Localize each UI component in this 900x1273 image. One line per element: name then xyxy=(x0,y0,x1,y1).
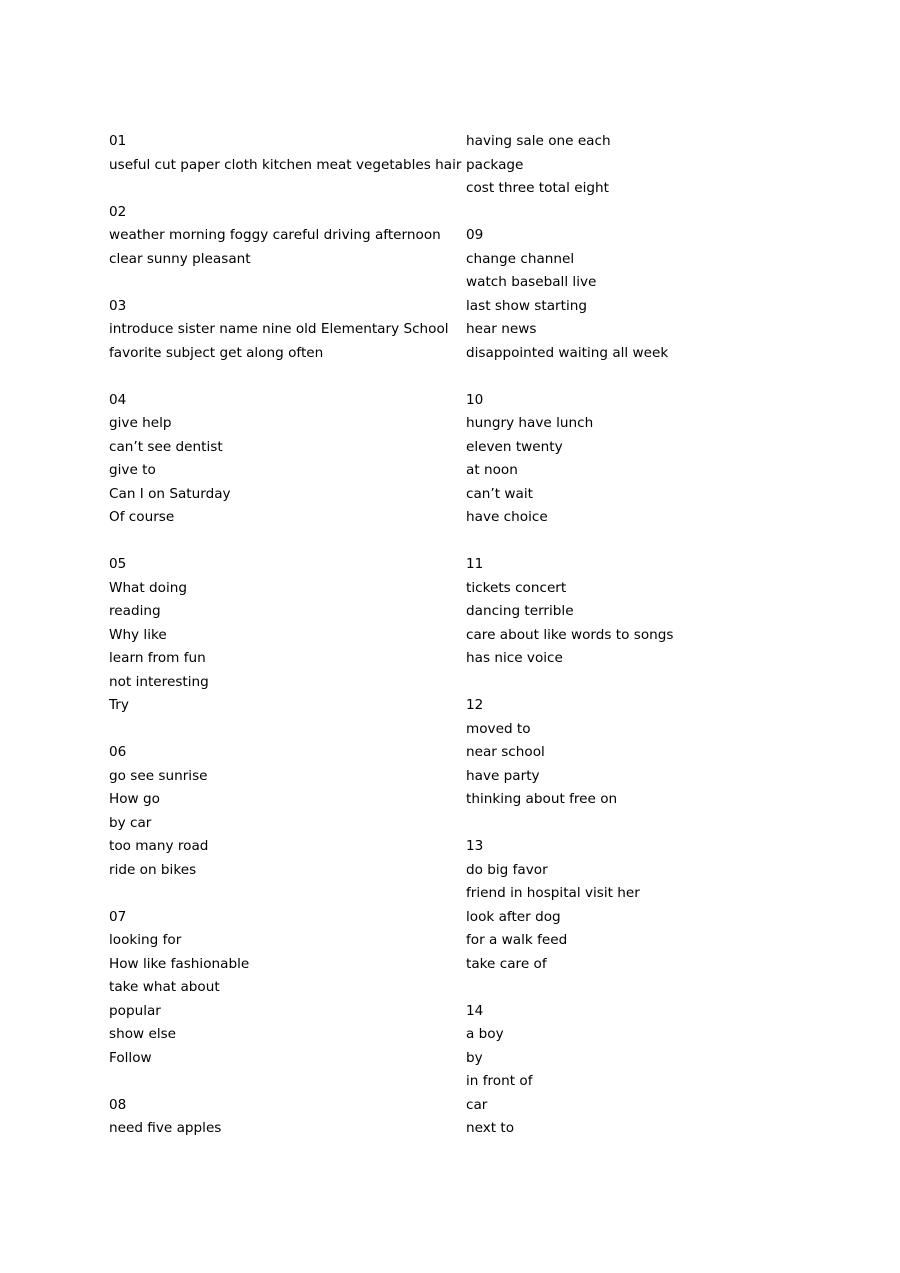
entry-line: tickets concert xyxy=(466,579,567,596)
entry-line: Of course xyxy=(109,509,175,525)
entry-gap xyxy=(466,671,806,695)
entry-block xyxy=(466,835,806,976)
entry-line: near school xyxy=(466,744,545,760)
entry-number: 02 xyxy=(109,203,127,220)
entry-line: a boy xyxy=(466,1026,504,1042)
entry-block xyxy=(466,130,806,201)
entry-line: take care of xyxy=(466,955,547,972)
entry-block xyxy=(109,553,449,718)
entry-line: learn from fun xyxy=(109,650,206,666)
entry-gap xyxy=(109,718,449,742)
entry-block xyxy=(109,741,449,882)
entry-block xyxy=(109,906,449,1071)
entry-line: hungry have lunch xyxy=(466,415,594,431)
entry-line: in front of xyxy=(466,1073,533,1089)
entry-gap xyxy=(109,882,449,906)
entry-line: show else xyxy=(109,1026,177,1042)
entry-line: thinking about free on xyxy=(466,791,618,807)
entry-line: not interesting xyxy=(109,673,209,690)
right-column xyxy=(466,130,806,1141)
entry-block xyxy=(109,201,449,272)
entry-line: clear sunny pleasant xyxy=(109,250,251,267)
entry-line: What doing xyxy=(109,579,188,596)
entry-line: by xyxy=(466,1049,483,1066)
entry-line: do big favor xyxy=(466,861,548,878)
entry-line: can’t see dentist xyxy=(109,438,223,455)
entry-number: 04 xyxy=(109,391,127,408)
entry-gap xyxy=(109,1070,449,1094)
entry-number: 07 xyxy=(109,908,127,925)
entry-number: 05 xyxy=(109,556,127,572)
entry-line: Follow xyxy=(109,1049,152,1066)
entry-line: hear news xyxy=(466,321,537,337)
entry-number: 13 xyxy=(466,838,484,854)
entry-number: 11 xyxy=(466,556,484,572)
entry-line: dancing terrible xyxy=(466,603,574,619)
entry-block xyxy=(466,553,806,671)
entry-line: by car xyxy=(109,814,152,831)
entry-line: for a walk feed xyxy=(466,932,568,948)
entry-gap xyxy=(109,365,449,389)
entry-block xyxy=(466,1000,806,1141)
entry-gap xyxy=(466,976,806,1000)
entry-line: eleven twenty xyxy=(466,438,563,455)
entry-line: ride on bikes xyxy=(109,861,197,878)
entry-line: next to xyxy=(466,1120,515,1136)
entry-gap xyxy=(466,201,806,225)
entry-block xyxy=(466,224,806,365)
entry-line: Try xyxy=(109,697,129,713)
entry-line: change channel xyxy=(466,250,575,267)
entry-line: last show starting xyxy=(466,297,587,314)
entry-block xyxy=(109,1094,449,1141)
entry-line: looking for xyxy=(109,932,182,948)
entry-line: give help xyxy=(109,415,172,431)
entry-block xyxy=(109,295,449,366)
entry-line: useful cut paper cloth kitchen meat vegetables hair xyxy=(109,156,462,173)
entry-block xyxy=(109,130,462,177)
entry-line: popular xyxy=(109,1002,161,1019)
entry-line: package xyxy=(466,156,524,173)
entry-gap xyxy=(466,365,806,389)
entry-line: give to xyxy=(109,462,156,478)
entry-line: take what about xyxy=(109,979,220,995)
entry-line: How go xyxy=(109,791,160,807)
entry-line: has nice voice xyxy=(466,650,563,666)
entry-line: too many road xyxy=(109,838,209,854)
entry-gap xyxy=(466,530,806,554)
entry-line: reading xyxy=(109,603,161,619)
entry-number: 10 xyxy=(466,391,484,408)
entry-number: 08 xyxy=(109,1096,127,1113)
entry-line: need five apples xyxy=(109,1120,222,1136)
entry-number: 01 xyxy=(109,133,127,149)
entry-number: 03 xyxy=(109,297,127,314)
entry-line: introduce sister name nine old Elementary School xyxy=(109,321,449,337)
entry-line: friend in hospital visit her xyxy=(466,885,640,901)
entry-line: favorite subject get along often xyxy=(109,344,324,361)
entry-line: watch baseball live xyxy=(466,274,597,290)
entry-line: at noon xyxy=(466,462,518,478)
entry-gap xyxy=(109,177,449,201)
entry-line: have choice xyxy=(466,509,548,525)
entry-number: 09 xyxy=(466,227,484,243)
entry-line: How like fashionable xyxy=(109,955,250,972)
entry-line: weather morning foggy careful driving afternoon xyxy=(109,227,441,243)
entry-line: disappointed waiting all week xyxy=(466,344,669,361)
entry-gap xyxy=(109,530,449,554)
entry-line: care about like words to songs xyxy=(466,626,674,643)
entry-line: cost three total eight xyxy=(466,180,609,196)
entry-line: can’t wait xyxy=(466,485,533,502)
left-column xyxy=(109,130,462,1141)
entry-block xyxy=(109,389,449,530)
entry-gap xyxy=(466,812,806,836)
entry-gap xyxy=(109,271,449,295)
entry-line: Why like xyxy=(109,626,167,643)
entry-line: have party xyxy=(466,767,540,784)
entry-line: look after dog xyxy=(466,908,561,925)
entry-block xyxy=(466,694,806,812)
entry-line: car xyxy=(466,1096,488,1113)
entry-block xyxy=(466,389,806,530)
entry-number: 12 xyxy=(466,697,484,713)
entry-number: 06 xyxy=(109,744,127,760)
entry-line: having sale one each xyxy=(466,133,611,149)
entry-line: Can I on Saturday xyxy=(109,485,231,502)
entry-line: moved to xyxy=(466,720,531,737)
entry-number: 14 xyxy=(466,1002,484,1019)
entry-line: go see sunrise xyxy=(109,767,208,784)
